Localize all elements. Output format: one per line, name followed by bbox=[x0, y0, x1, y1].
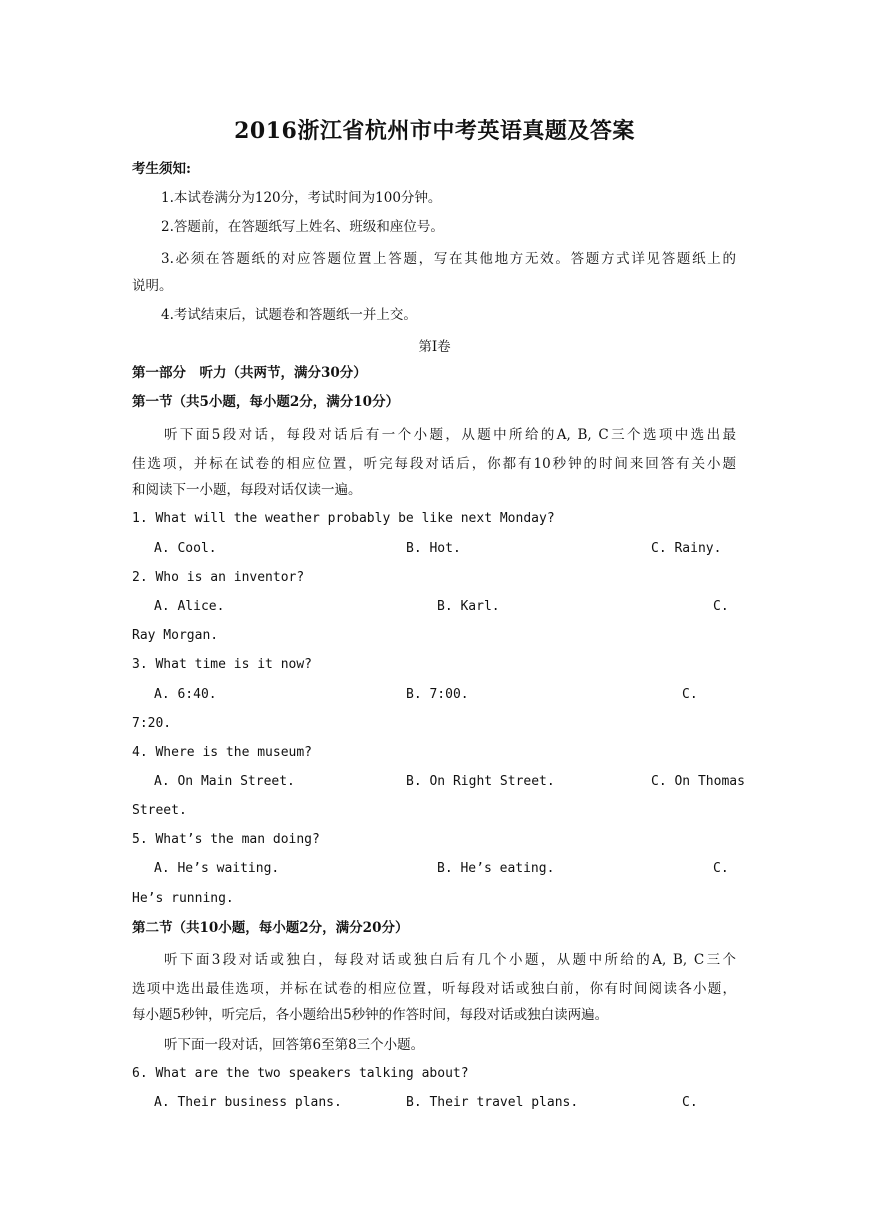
notice-heading: 考生须知: bbox=[132, 161, 191, 177]
section2-subinstr: 听下面一段对话，回答第6至第8三个小题。 bbox=[164, 1037, 425, 1053]
q2-option-a: A. Alice. bbox=[154, 599, 225, 614]
q5-option-c: C. bbox=[713, 861, 729, 876]
section2-instr-3: 每小题5秒钟，听完后，各小题给出5秒钟的作答时间，每段对话或独白读两遍。 bbox=[132, 1007, 609, 1023]
q1-option-a: A. Cool. bbox=[154, 541, 217, 556]
q6-option-a: A. Their business plans. bbox=[154, 1095, 342, 1110]
notice-line-3: 3.必须在答题纸的对应答题位置上答题，写在其他地方无效。答题方式详见答题纸上的 bbox=[161, 251, 736, 267]
q2-option-c: C. bbox=[713, 599, 729, 614]
section1-instr-1: 听下面5段对话，每段对话后有一个小题，从题中所给的A, B, C三个选项中选出最 bbox=[164, 427, 736, 443]
q5-option-c-text: He’s running. bbox=[132, 891, 234, 906]
q3-option-a: A. 6:40. bbox=[154, 687, 217, 702]
q3-option-b: B. 7:00. bbox=[406, 687, 469, 702]
q6-option-c: C. bbox=[682, 1095, 698, 1110]
q1-option-b: B. Hot. bbox=[406, 541, 461, 556]
notice-line-1: 1.本试卷满分为120分，考试时间为100分钟。 bbox=[161, 190, 442, 206]
section1-heading: 第一节（共5小题，每小题2分，满分10分） bbox=[132, 394, 400, 410]
section1-instr-2: 佳选项，并标在试卷的相应位置，听完每段对话后，你都有10秒钟的时间来回答有关小题 bbox=[132, 456, 736, 472]
q5-option-a: A. He’s waiting. bbox=[154, 861, 280, 876]
section2-instr-1: 听下面3段对话或独白，每段对话或独白后有几个小题，从题中所给的A, B, C三个 bbox=[164, 952, 736, 968]
part1-heading: 第一部分 听力（共两节，满分30分） bbox=[132, 365, 367, 381]
question-6: 6. What are the two speakers talking about? bbox=[132, 1066, 469, 1081]
q3-option-c-text: 7:20. bbox=[132, 716, 172, 731]
q6-option-b: B. Their travel plans. bbox=[406, 1095, 579, 1110]
question-5: 5. What’s the man doing? bbox=[132, 832, 320, 847]
q2-option-c-text: Ray Morgan. bbox=[132, 628, 219, 643]
volume-label: 第Ⅰ卷 bbox=[418, 339, 451, 355]
section2-instr-2: 选项中选出最佳选项，并标在试卷的相应位置，听每段对话或独白前，你有时间阅读各小题， bbox=[132, 981, 736, 997]
q4-option-a: A. On Main Street. bbox=[154, 774, 295, 789]
question-4: 4. Where is the museum? bbox=[132, 745, 313, 760]
q4-option-c-text: Street. bbox=[132, 803, 187, 818]
notice-line-3-cont: 说明。 bbox=[132, 278, 173, 294]
question-3: 3. What time is it now? bbox=[132, 657, 313, 672]
document-title: 2016浙江省杭州市中考英语真题及答案 bbox=[234, 118, 635, 144]
question-2: 2. Who is an inventor? bbox=[132, 570, 305, 585]
q1-option-c: C. Rainy. bbox=[651, 541, 722, 556]
notice-line-4: 4.考试结束后，试题卷和答题纸一并上交。 bbox=[161, 307, 417, 323]
q5-option-b: B. He’s eating. bbox=[437, 861, 555, 876]
q4-option-b: B. On Right Street. bbox=[406, 774, 555, 789]
section2-heading: 第二节（共10小题，每小题2分，满分20分） bbox=[132, 920, 409, 936]
section1-instr-3: 和阅读下一小题，每段对话仅读一遍。 bbox=[132, 482, 362, 498]
notice-line-2: 2.答题前，在答题纸写上姓名、班级和座位号。 bbox=[161, 219, 444, 235]
q2-option-b: B. Karl. bbox=[437, 599, 500, 614]
question-1: 1. What will the weather probably be like next Monday? bbox=[132, 511, 555, 526]
q4-option-c: C. On Thomas bbox=[651, 774, 745, 789]
q3-option-c: C. bbox=[682, 687, 698, 702]
